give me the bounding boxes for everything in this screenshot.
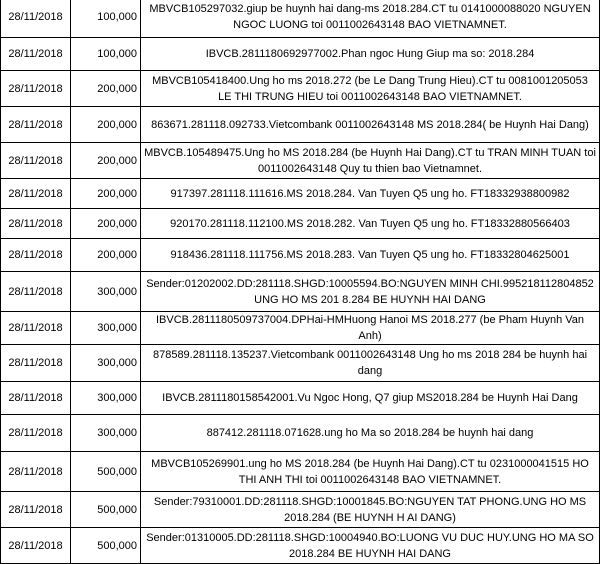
date-cell: 28/11/2018 [1, 492, 71, 528]
amount-cell: 300,000 [71, 345, 141, 382]
description-cell: MBVCB105297032.giup be huynh hai dang-ms 2018.284.CT tu 0141000088020 NGUYEN NGOC LUONG toi 0011002643148 BAO VIETNAMNET. [141, 0, 600, 38]
description-cell: IBVCB.2811180509737004.DPHai-HMHuong Hanoi MS 2018.277 (be Pham Huynh Van Anh) [141, 312, 600, 345]
description-cell: MBVCB105418400.Ung ho ms 2018.272 (be Le Dang Trung Hieu).CT tu 0081001205053 LE THI TRUNG HIEU toi 0011002643148 BAO VIETNAMNET. [141, 71, 600, 107]
date-cell: 28/11/2018 [1, 143, 71, 179]
description-cell: Sender:79310001.DD:281118.SHGD:10001845.BO:NGUYEN TAT PHONG.UNG HO MS 2018.284 (BE HUYNH H AI DANG) [141, 492, 600, 528]
description-cell: MBVCB.105489475.Ung ho MS 2018.284 (be Huynh Hai Dang).CT tu TRAN MINH TUAN toi 0011002643148 Quy tu thien bao Vietnamnet. [141, 143, 600, 179]
amount-cell: 200,000 [71, 209, 141, 239]
description-cell: 878589.281118.135237.Vietcombank 0011002643148 Ung ho ms 2018 284 be huynh hai dang [141, 345, 600, 382]
date-cell: 28/11/2018 [1, 415, 71, 452]
amount-cell: 500,000 [71, 492, 141, 528]
date-cell: 28/11/2018 [1, 272, 71, 312]
description-cell: 920170.281118.112100.MS 2018.282. Van Tuyen Q5 ung ho. FT18332880566403 [141, 209, 600, 239]
description-cell: MBVCB105269901.ung ho MS 2018.284 (be Huynh Hai Dang).CT tu 0231000041515 HO THI ANH THI toi 0011002643148 BAO VIETNAMNET. [141, 452, 600, 492]
amount-cell: 100,000 [71, 0, 141, 38]
description-cell: 863671.281118.092733.Vietcombank 0011002643148 MS 2018.284( be Huynh Hai Dang) [141, 107, 600, 143]
date-cell: 28/11/2018 [1, 0, 71, 38]
date-cell: 28/11/2018 [1, 452, 71, 492]
date-cell: 28/11/2018 [1, 38, 71, 71]
date-cell: 28/11/2018 [1, 179, 71, 209]
amount-cell: 200,000 [71, 143, 141, 179]
table-row [1, 382, 600, 415]
date-cell: 28/11/2018 [1, 528, 71, 564]
table-row [1, 71, 600, 107]
table-row [1, 272, 600, 312]
table-row [1, 143, 600, 179]
table-row [1, 239, 600, 272]
table-row [1, 0, 600, 38]
date-cell: 28/11/2018 [1, 71, 71, 107]
table-row [1, 179, 600, 209]
table-row [1, 312, 600, 345]
amount-cell: 300,000 [71, 312, 141, 345]
table-row [1, 528, 600, 564]
date-cell: 28/11/2018 [1, 345, 71, 382]
table-row [1, 107, 600, 143]
date-cell: 28/11/2018 [1, 312, 71, 345]
description-cell: Sender:01202002.DD:281118.SHGD:10005594.BO:NGUYEN MINH CHI.995218112804852 UNG HO MS 201 8.284 BE HUYNH HAI DANG [141, 272, 600, 312]
date-cell: 28/11/2018 [1, 382, 71, 415]
description-cell: 918436.281118.111756.MS 2018.283. Van Tuyen Q5 ung ho. FT18332804625001 [141, 239, 600, 272]
table-row [1, 345, 600, 382]
date-cell: 28/11/2018 [1, 239, 71, 272]
description-cell: IBVCB.2811180692977002.Phan ngoc Hung Giup ma so: 2018.284 [141, 38, 600, 71]
amount-cell: 200,000 [71, 239, 141, 272]
amount-cell: 100,000 [71, 38, 141, 71]
table-row [1, 415, 600, 452]
table-row [1, 38, 600, 71]
amount-cell: 200,000 [71, 71, 141, 107]
description-cell: IBVCB.2811180158542001.Vu Ngoc Hong, Q7 giup MS2018.284 be Huynh Hai Dang [141, 382, 600, 415]
description-cell: 887412.281118.071628.ung ho Ma so 2018.284 be huynh hai dang [141, 415, 600, 452]
table-row [1, 452, 600, 492]
amount-cell: 300,000 [71, 415, 141, 452]
amount-cell: 300,000 [71, 272, 141, 312]
date-cell: 28/11/2018 [1, 107, 71, 143]
amount-cell: 300,000 [71, 382, 141, 415]
ledger-body [1, 0, 600, 564]
table-row [1, 492, 600, 528]
amount-cell: 500,000 [71, 452, 141, 492]
amount-cell: 200,000 [71, 179, 141, 209]
date-cell: 28/11/2018 [1, 209, 71, 239]
description-cell: 917397.281118.111616.MS 2018.284. Van Tuyen Q5 ung ho. FT18332938800982 [141, 179, 600, 209]
amount-cell: 200,000 [71, 107, 141, 143]
amount-cell: 500,000 [71, 528, 141, 564]
description-cell: Sender:01310005.DD:281118.SHGD:10004940.BO:LUONG VU DUC HUY.UNG HO MA SO 2018.284 BE HUYNH HAI DANG [141, 528, 600, 564]
table-row [1, 209, 600, 239]
